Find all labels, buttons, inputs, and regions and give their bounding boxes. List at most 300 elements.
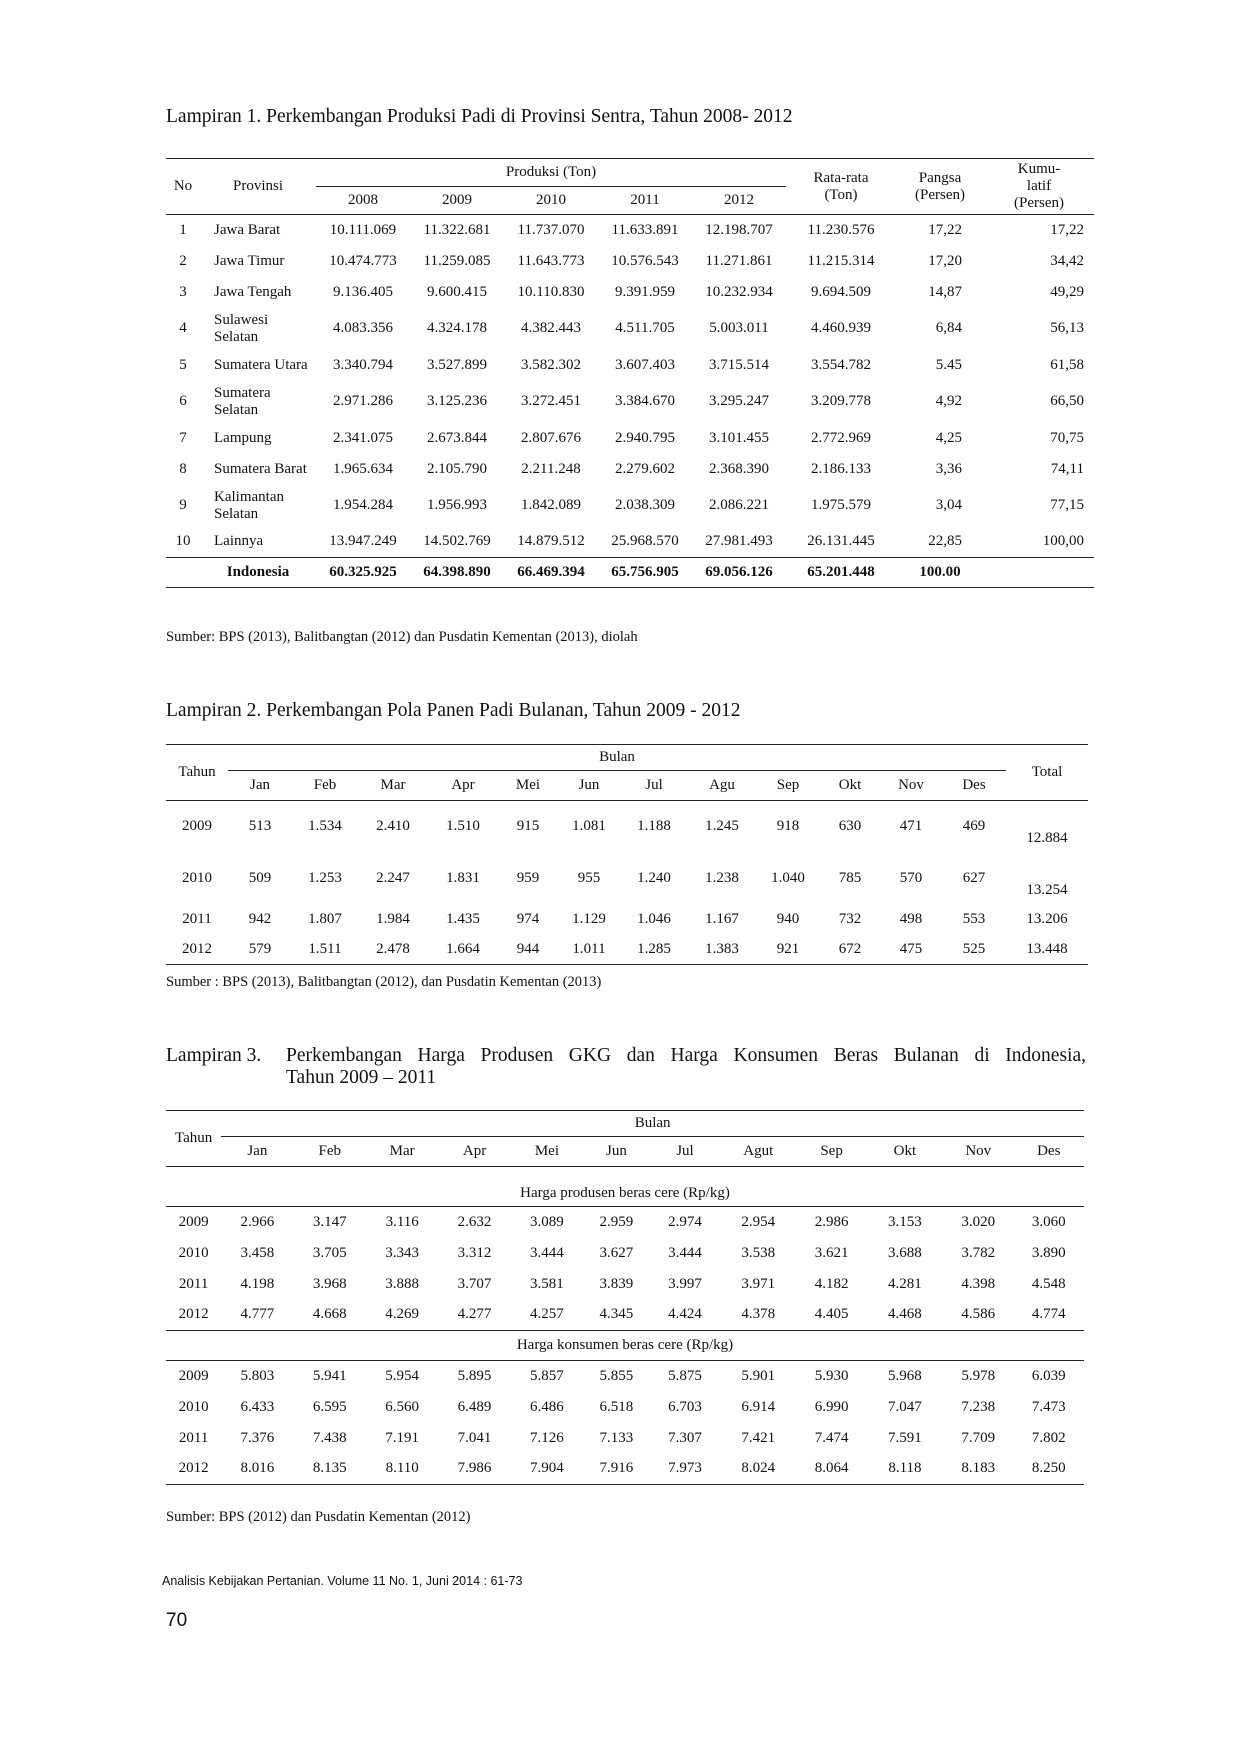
year-cell: 2009 [178, 1213, 209, 1230]
value-cell: 7.904 [530, 1460, 564, 1477]
value-cell: 14.502.769 [423, 533, 491, 550]
value-cell: 8.183 [961, 1460, 996, 1477]
table-row [166, 905, 1088, 935]
table-row [166, 1454, 1084, 1485]
value-cell: 672 [838, 940, 862, 957]
value-cell: 570 [899, 870, 923, 886]
value-cell: 4.668 [312, 1306, 347, 1323]
value-cell: 1.956.993 [427, 497, 487, 513]
value-cell: 6.039 [1031, 1367, 1066, 1384]
value-cell: 11.633.891 [611, 221, 679, 238]
value-cell: 2.966 [240, 1213, 275, 1230]
year-cell: 2011 [178, 1429, 209, 1446]
value-cell: 1.285 [637, 940, 671, 957]
year-cell: 2011 [182, 911, 212, 927]
header-month: Apr [451, 777, 475, 793]
value-cell: 4.460.939 [811, 320, 871, 336]
header-total: Total [1006, 745, 1088, 801]
value-cell: 34,42 [1050, 252, 1084, 269]
value-cell: 3.839 [599, 1275, 634, 1292]
province-name-line: Jawa Barat [214, 221, 281, 238]
value-cell: 7.421 [741, 1429, 776, 1446]
value-cell: 959 [516, 870, 540, 886]
value-cell: 6.990 [814, 1398, 849, 1415]
value-cell: 5.857 [530, 1367, 564, 1384]
value-cell: 974 [516, 911, 540, 927]
value-cell: 1.511 [308, 940, 342, 957]
value-cell: 3.101.455 [709, 429, 769, 446]
value-cell: 513 [248, 818, 272, 835]
province-name-line: Selatan [214, 505, 259, 522]
header-month: Jun [578, 777, 600, 793]
value-cell: 11.215.314 [807, 252, 875, 269]
header-month: Mei [534, 1143, 559, 1159]
value-cell: 2.971.286 [333, 393, 393, 409]
value-cell: 1.510 [446, 818, 480, 835]
value-cell: 5.45 [935, 356, 962, 373]
value-cell: 3.715.514 [709, 356, 769, 373]
value-cell: 22,85 [928, 533, 962, 550]
table3-caption-line1: Perkembangan Harga Produsen GKG dan Harga Konsumen Beras Bulanan di Indonesia, [286, 1045, 1086, 1066]
header-month: Agut [743, 1143, 774, 1159]
value-cell: 553 [962, 911, 986, 927]
value-cell: 498 [899, 911, 923, 927]
value-cell: 1.046 [637, 911, 671, 927]
value-cell: 3.968 [312, 1275, 347, 1292]
header-month: Nov [965, 1143, 992, 1159]
row-number: 1 [179, 221, 187, 238]
value-cell: 2.410 [376, 818, 410, 835]
value-cell: 17,22 [928, 221, 962, 238]
value-cell: 6.595 [312, 1398, 347, 1415]
value-cell: 471 [899, 818, 923, 835]
value-cell: 4.083.356 [333, 320, 393, 336]
table-row [166, 527, 1094, 558]
table-row [166, 1238, 1084, 1269]
value-cell: 2.673.844 [427, 429, 487, 446]
value-cell: 1.831 [446, 870, 480, 886]
total-cell: 64.398.890 [423, 564, 491, 580]
value-cell: 4.257 [530, 1306, 564, 1323]
value-cell: 1.040 [771, 870, 805, 886]
table-row [166, 1392, 1084, 1423]
value-cell: 11.322.681 [423, 221, 491, 238]
value-cell: 5.978 [961, 1367, 996, 1384]
value-cell: 3.527.899 [427, 356, 487, 373]
year-cell: 2010 [182, 870, 212, 886]
value-cell: 4.405 [814, 1306, 849, 1323]
province-name [200, 527, 316, 558]
value-cell: 3.060 [1031, 1213, 1066, 1230]
table-row [166, 308, 1094, 350]
value-cell: 1.534 [308, 818, 342, 835]
total-cell: 69.056.126 [705, 564, 773, 580]
province-name-line: Selatan [214, 328, 259, 345]
value-cell: 3.444 [530, 1244, 564, 1261]
table-row [166, 423, 1094, 454]
table-row [166, 853, 1088, 905]
value-cell: 7.238 [961, 1398, 996, 1415]
value-cell: 3.116 [385, 1213, 419, 1230]
value-cell: 5.875 [668, 1367, 702, 1384]
value-cell: 4.424 [668, 1306, 702, 1323]
table-row [166, 1423, 1084, 1454]
value-cell: 70,75 [1050, 429, 1084, 446]
value-cell: 7.133 [599, 1429, 634, 1446]
value-cell: 3.153 [888, 1213, 922, 1230]
row-number: 10 [175, 533, 191, 550]
value-cell: 11.230.576 [807, 221, 875, 238]
value-cell: 1.984 [376, 911, 410, 927]
value-cell: 1.954.284 [333, 497, 393, 513]
header-month: Jan [250, 777, 270, 793]
total-cell: 13.254 [1026, 881, 1068, 898]
value-cell: 2.807.676 [521, 429, 581, 446]
value-cell: 7.591 [888, 1429, 922, 1446]
value-cell: 4.324.178 [427, 320, 487, 336]
value-cell: 9.136.405 [333, 283, 393, 300]
value-cell: 2.632 [457, 1213, 492, 1230]
value-cell: 7.709 [961, 1429, 996, 1446]
header-bulan: Bulan [228, 745, 1006, 771]
value-cell: 66,50 [1050, 393, 1084, 409]
value-cell: 2.038.309 [615, 497, 675, 513]
year-cell: 2012 [182, 940, 212, 957]
value-cell: 6,84 [935, 320, 962, 336]
total-cell: 12.884 [1026, 829, 1068, 846]
province-name-line: Kalimantan [214, 488, 284, 505]
province-name [200, 215, 316, 246]
row-number: 9 [179, 497, 187, 513]
table-row [166, 246, 1094, 277]
header-month: Des [962, 777, 986, 793]
value-cell: 6.914 [741, 1398, 776, 1415]
value-cell: 3.627 [599, 1244, 634, 1261]
value-cell: 3.444 [668, 1244, 702, 1261]
total-label: Indonesia [226, 564, 290, 580]
table-row [166, 454, 1094, 485]
value-cell: 3.581 [530, 1275, 564, 1292]
header-month: Agu [709, 777, 735, 793]
province-name [200, 454, 316, 485]
value-cell: 11.271.861 [705, 252, 773, 269]
year-cell: 2012 [178, 1306, 209, 1323]
value-cell: 100,00 [1042, 533, 1084, 550]
header-month: Jul [676, 1143, 694, 1159]
value-cell: 3.971 [741, 1275, 776, 1292]
header-month: Jan [247, 1143, 268, 1159]
value-cell: 10.111.069 [329, 221, 397, 238]
value-cell: 3.125.236 [427, 393, 487, 409]
value-cell: 3.621 [814, 1244, 849, 1261]
value-cell: 7.047 [888, 1398, 922, 1415]
value-cell: 3.312 [457, 1244, 492, 1261]
table3-source: Sumber: BPS (2012) dan Pusdatin Kementan (2012) [166, 1509, 471, 1525]
value-cell: 26.131.445 [807, 533, 875, 550]
header-month: Okt [893, 1143, 917, 1159]
value-cell: 4.378 [741, 1306, 776, 1323]
value-cell: 27.981.493 [705, 533, 773, 550]
total-cell: 65.756.905 [611, 564, 679, 580]
total-cell: 13.206 [1026, 911, 1068, 927]
header-bulan: Bulan [221, 1111, 1084, 1137]
table3-prices [166, 1110, 1084, 1485]
value-cell: 4,25 [935, 429, 962, 446]
value-cell: 1.245 [705, 818, 739, 835]
value-cell: 6.518 [599, 1398, 634, 1415]
value-cell: 14,87 [928, 283, 962, 300]
row-number: 3 [179, 283, 187, 300]
year-cell: 2010 [178, 1244, 209, 1261]
table-row [166, 215, 1094, 246]
value-cell: 5.968 [888, 1367, 922, 1384]
value-cell: 11.259.085 [423, 252, 491, 269]
value-cell: 1.240 [637, 870, 671, 886]
value-cell: 14.879.512 [517, 533, 585, 550]
header-month: Okt [838, 777, 862, 793]
province-name [200, 485, 316, 527]
value-cell: 4.277 [457, 1306, 492, 1323]
total-cell: 60.325.925 [329, 564, 397, 580]
value-cell: 6.433 [240, 1398, 275, 1415]
value-cell: 4.777 [240, 1306, 275, 1323]
table-row [166, 350, 1094, 381]
value-cell: 1.664 [446, 940, 480, 957]
table1-production [166, 158, 1094, 588]
value-cell: 1.975.579 [811, 497, 871, 513]
header-month: Jul [645, 777, 663, 793]
value-cell: 10.576.543 [611, 252, 679, 269]
value-cell: 3.209.778 [811, 393, 871, 409]
value-cell: 3,04 [935, 497, 962, 513]
value-cell: 940 [776, 911, 800, 927]
province-name [200, 423, 316, 454]
value-cell: 2.959 [599, 1213, 634, 1230]
header-month: Mei [515, 777, 541, 793]
province-name [200, 350, 316, 381]
value-cell: 10.232.934 [705, 283, 773, 300]
row-number: 4 [179, 320, 187, 336]
value-cell: 8.135 [312, 1460, 347, 1477]
value-cell: 6.486 [530, 1398, 564, 1415]
table-row [166, 277, 1094, 308]
value-cell: 7.126 [530, 1429, 564, 1446]
year-cell: 2009 [178, 1367, 209, 1384]
value-cell: 785 [838, 870, 862, 886]
value-cell: 2.940.795 [615, 429, 675, 446]
value-cell: 3.089 [530, 1213, 564, 1230]
value-cell: 3.888 [385, 1275, 420, 1292]
value-cell: 7.307 [668, 1429, 702, 1446]
value-cell: 6.489 [457, 1398, 492, 1415]
value-cell: 4.198 [240, 1275, 275, 1292]
value-cell: 7.191 [385, 1429, 420, 1446]
value-cell: 8.016 [240, 1460, 275, 1477]
value-cell: 8.024 [741, 1460, 776, 1477]
header-year: 2008 [348, 192, 378, 208]
header-month: Feb [313, 777, 337, 793]
total-cell: 13.448 [1026, 940, 1068, 957]
value-cell: 942 [248, 911, 272, 927]
value-cell: 17,22 [1050, 221, 1084, 238]
header-tahun: Tahun [166, 745, 228, 801]
value-cell: 918 [776, 818, 800, 835]
value-cell: 4.345 [599, 1306, 634, 1323]
row-number: 7 [179, 429, 187, 446]
value-cell: 3.340.794 [333, 356, 393, 373]
value-cell: 509 [248, 870, 272, 886]
table1-caption: Lampiran 1. Perkembangan Produksi Padi di Provinsi Sentra, Tahun 2008- 2012 [166, 106, 793, 127]
header-pangsa: Pangsa (Persen) [896, 159, 984, 215]
row-number: 8 [179, 460, 187, 477]
value-cell: 8.118 [888, 1460, 922, 1477]
province-name-line: Jawa Tengah [214, 283, 292, 300]
value-cell: 4.398 [961, 1275, 996, 1292]
table1-source: Sumber: BPS (2013), Balitbangtan (2012) dan Pusdatin Kementan (2013), diolah [166, 629, 638, 645]
value-cell: 11.643.773 [517, 252, 585, 269]
header-year: 2011 [630, 192, 660, 208]
table-row [166, 801, 1088, 853]
value-cell: 77,15 [1050, 497, 1084, 513]
value-cell: 915 [516, 818, 540, 835]
value-cell: 7.376 [240, 1429, 275, 1446]
table-row [166, 1300, 1084, 1331]
value-cell: 25.968.570 [611, 533, 679, 550]
value-cell: 2.974 [668, 1213, 702, 1230]
value-cell: 5.855 [599, 1367, 634, 1384]
header-month: Mar [380, 777, 406, 793]
value-cell: 4.468 [888, 1306, 922, 1323]
header-year: 2009 [442, 192, 472, 208]
province-name-line: Sulawesi [214, 311, 269, 328]
value-cell: 3,36 [935, 460, 962, 477]
header-month: Nov [898, 777, 924, 793]
value-cell: 2.772.969 [811, 429, 871, 446]
value-cell: 7.973 [668, 1460, 702, 1477]
table3-caption-label: Lampiran 3. [166, 1045, 262, 1066]
value-cell: 1.129 [572, 911, 606, 927]
value-cell: 3.295.247 [709, 393, 769, 409]
province-name-line: Jawa Timur [214, 252, 285, 269]
value-cell: 3.688 [888, 1244, 922, 1261]
value-cell: 4.548 [1031, 1275, 1066, 1292]
value-cell: 1.081 [572, 818, 606, 835]
value-cell: 9.391.959 [615, 283, 675, 300]
value-cell: 7.438 [312, 1429, 347, 1446]
value-cell: 6.560 [385, 1398, 420, 1415]
value-cell: 5.941 [312, 1367, 347, 1384]
year-cell: 2011 [178, 1275, 209, 1292]
header-month: Sep [820, 1143, 843, 1159]
value-cell: 525 [962, 940, 986, 957]
value-cell: 2.105.790 [427, 460, 487, 477]
section-producer-price: Harga produsen beras cere (Rp/kg) [520, 1185, 730, 1201]
value-cell: 630 [838, 818, 862, 835]
value-cell: 9.600.415 [427, 283, 487, 300]
value-cell: 12.198.707 [705, 221, 773, 238]
value-cell: 1.435 [446, 911, 480, 927]
table-row [166, 1207, 1084, 1238]
value-cell: 5.930 [814, 1367, 849, 1384]
value-cell: 7.802 [1031, 1429, 1066, 1446]
value-cell: 74,11 [1050, 460, 1084, 477]
value-cell: 2.279.602 [615, 460, 675, 477]
page-number: 70 [166, 1610, 188, 1631]
value-cell: 3.384.670 [615, 393, 675, 409]
value-cell: 2.368.390 [709, 460, 769, 477]
value-cell: 5.003.011 [709, 320, 769, 336]
row-number: 5 [179, 356, 187, 373]
value-cell: 3.997 [668, 1275, 702, 1292]
province-name-line: Sumatera Barat [214, 460, 307, 477]
header-month: Apr [462, 1143, 487, 1159]
header-produksi: Produksi (Ton) [316, 159, 786, 187]
value-cell: 2.086.221 [709, 497, 769, 513]
value-cell: 3.705 [312, 1244, 347, 1261]
table-row [166, 935, 1088, 965]
value-cell: 2.247 [376, 870, 410, 886]
journal-footer: Analisis Kebijakan Pertanian. Volume 11 No. 1, Juni 2014 : 61-73 [162, 1574, 523, 1588]
value-cell: 13.947.249 [329, 533, 397, 550]
value-cell: 8.250 [1031, 1460, 1066, 1477]
value-cell: 1.238 [705, 870, 739, 886]
value-cell: 5.954 [385, 1367, 420, 1384]
value-cell: 5.803 [240, 1367, 275, 1384]
table2-caption: Lampiran 2. Perkembangan Pola Panen Padi Bulanan, Tahun 2009 - 2012 [166, 700, 741, 721]
value-cell: 8.110 [385, 1460, 419, 1477]
table-row-total [166, 558, 1094, 588]
header-year: 2010 [536, 192, 566, 208]
value-cell: 1.167 [705, 911, 739, 927]
value-cell: 3.458 [240, 1244, 275, 1261]
table-row [166, 381, 1094, 423]
header-rata-rata: Rata-rata (Ton) [786, 159, 896, 215]
header-month: Feb [318, 1143, 342, 1159]
value-cell: 3.607.403 [615, 356, 675, 373]
table3-caption-line2: Tahun 2009 – 2011 [286, 1067, 437, 1088]
value-cell: 7.041 [457, 1429, 492, 1446]
value-cell: 10.110.830 [517, 283, 585, 300]
value-cell: 2.211.248 [521, 460, 581, 477]
province-name [200, 381, 316, 423]
value-cell: 3.582.302 [521, 356, 581, 373]
value-cell: 944 [516, 940, 540, 957]
value-cell: 1.807 [308, 911, 342, 927]
value-cell: 5.895 [457, 1367, 492, 1384]
header-tahun: Tahun [166, 1111, 221, 1167]
total-cell: 100.00 [919, 564, 961, 580]
value-cell: 56,13 [1050, 320, 1084, 336]
value-cell: 61,58 [1050, 356, 1084, 373]
row-number: 2 [179, 252, 187, 269]
value-cell: 4.511.705 [615, 320, 675, 336]
province-name-line: Sumatera Utara [214, 356, 308, 373]
value-cell: 1.188 [637, 818, 671, 835]
province-name-line: Lampung [214, 429, 272, 446]
value-cell: 4.774 [1031, 1306, 1066, 1323]
value-cell: 10.474.773 [329, 252, 397, 269]
value-cell: 7.474 [814, 1429, 849, 1446]
year-cell: 2012 [178, 1460, 209, 1477]
total-cell: 66.469.394 [517, 564, 585, 580]
value-cell: 4.182 [814, 1275, 849, 1292]
value-cell: 627 [962, 870, 986, 886]
table-row [166, 1269, 1084, 1300]
value-cell: 3.890 [1031, 1244, 1066, 1261]
header-no: No [166, 159, 200, 215]
value-cell: 1.253 [308, 870, 342, 886]
value-cell: 579 [248, 940, 272, 957]
